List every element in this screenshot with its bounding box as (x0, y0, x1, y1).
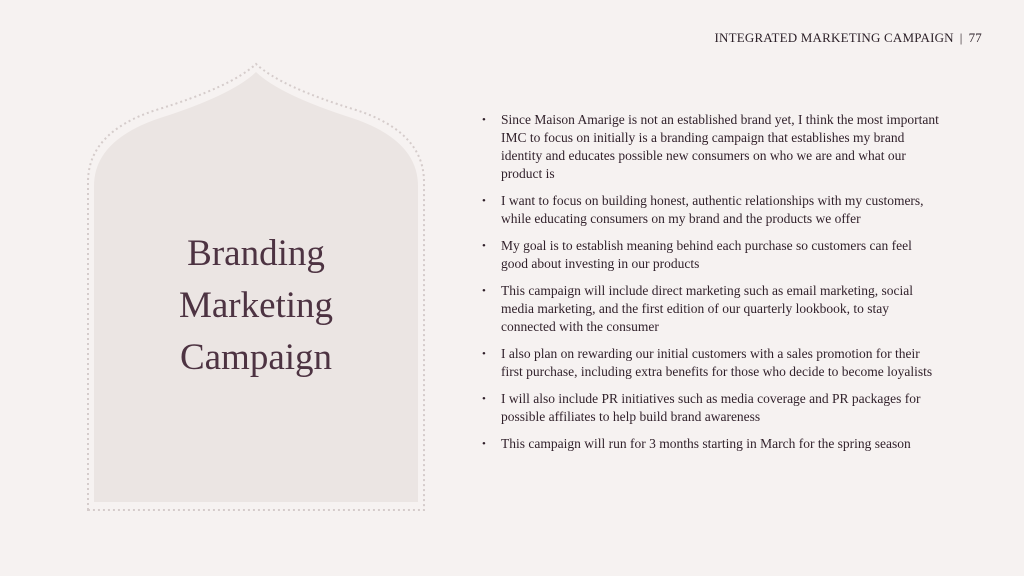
bullet-item (482, 237, 942, 273)
header-separator: | (959, 30, 963, 45)
bullet-text: Since Maison Amarige is not an established brand yet, I think the most important IMC to focus on initially is a branding campaign that establishes my brand identity and educates possible new consumers on who we are and what our product is (501, 112, 939, 181)
bullet-marker: • (482, 285, 486, 297)
title-line-2: Marketing (178, 285, 334, 326)
bullet-text: This campaign will run for 3 months starting in March for the spring season (501, 436, 911, 451)
bullet-item (482, 390, 942, 426)
bullet-item (482, 192, 942, 228)
panel-title (86, 228, 426, 384)
bullet-marker: • (482, 438, 486, 450)
page-number: 77 (968, 30, 982, 45)
bullet-marker: • (482, 195, 486, 207)
bullet-item (482, 435, 942, 453)
bullet-marker: • (482, 114, 486, 126)
title-line-3: Campaign (179, 337, 333, 378)
bullet-list (482, 111, 942, 462)
bullet-text: My goal is to establish meaning behind each purchase so customers can feel good about investing in our products (501, 238, 912, 271)
bullet-marker: • (482, 240, 486, 252)
bullet-text: I want to focus on building honest, authentic relationships with my customers, while educating consumers on my brand and the products we offer (501, 193, 924, 226)
bullet-text: I will also include PR initiatives such as media coverage and PR packages for possible affiliates to help build brand awareness (501, 391, 921, 424)
bullet-item (482, 282, 942, 336)
bullet-text: I also plan on rewarding our initial customers with a sales promotion for their first purchase, including extra benefits for those who decide to become loyalists (501, 346, 933, 379)
bullet-item (482, 111, 942, 183)
bullet-marker: • (482, 393, 486, 405)
title-line-1: Branding (187, 233, 325, 274)
bullet-marker: • (482, 348, 486, 360)
bullet-item (482, 345, 942, 381)
page-header (714, 30, 982, 46)
bullet-text: This campaign will include direct marketing such as email marketing, social media marketing, and the first edition of our quarterly lookbook, to stay connected with the consumer (501, 283, 914, 334)
header-title: INTEGRATED MARKETING CAMPAIGN (714, 30, 954, 45)
